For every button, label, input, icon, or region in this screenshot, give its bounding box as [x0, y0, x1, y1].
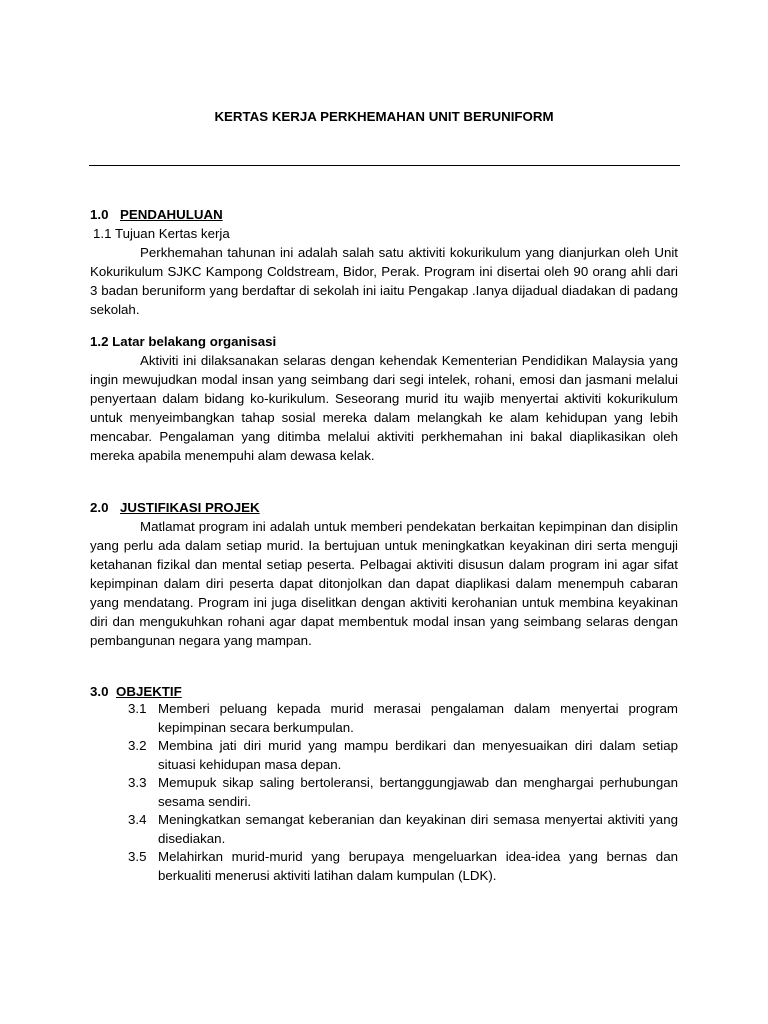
list-item	[128, 700, 678, 737]
list-item	[128, 774, 678, 811]
section-heading	[90, 498, 678, 517]
list-item	[128, 737, 678, 774]
objective-list	[128, 700, 678, 885]
title-divider	[89, 165, 680, 166]
subsection-paragraph: Perkhemahan tahunan ini adalah salah satu aktiviti kokurikulum yang dianjurkan oleh Unit Kokurikulum SJKC Kampong Coldstream, Bidor, Perak. Program ini disertai oleh 90 orang ahli dari 3 badan beruniform yang berdaftar di sekolah ini iaitu Pengakap .Ianya dijadual diadakan di padang sekolah.	[90, 245, 678, 317]
subsection-label: 1.2 Latar belakang organisasi	[90, 334, 277, 349]
subsection-paragraph: Aktiviti ini dilaksanakan selaras dengan kehendak Kementerian Pendidikan Malaysia yang ingin mewujudkan modal insan yang seimbang dari segi intelek, rohani, emosi dan jasmani melalui penyertaan dalam bidang ko-kurikulum. Seseorang murid itu wajib menyertai aktiviti kokurikulum untuk menyeimbangkan tahap sosial mereka dalam melangkah ke alam kehidupan yang lebih mencabar. Pengalaman yang ditimba melalui aktiviti perkhemahan ini bakal diaplikasikan oleh mereka apabila menempuhi alam dewasa kelak.	[90, 353, 678, 463]
list-item	[128, 811, 678, 848]
section-latar-belakang	[90, 332, 678, 465]
section-pendahuluan	[90, 205, 678, 319]
item-text: Membina jati diri murid yang mampu berdikari dan menyesuaikan diri dalam setiap situasi kehidupan masa depan.	[158, 738, 678, 772]
item-number: 3.4	[128, 812, 147, 827]
section-paragraph: Matlamat program ini adalah untuk memberi pendekatan berkaitan kepimpinan dan disiplin yang perlu ada dalam setiap murid. Ia bertujuan untuk meningkatkan keyakinan diri serta menguji ketahanan fizikal dan mental setiap peserta. Pelbagai aktiviti disusun dalam program ini agar sifat kepimpinan dalam diri peserta dapat ditonjolkan dan dapat diaplikasi dalam menempuh cabaran yang mendatang. Program ini juga diselitkan dengan aktiviti kerohanian untuk membina keyakinan diri dan mengukuhkan rohani agar dapat membentuk modal insan yang seimbang selaras dengan pembangunan negara yang mampan.	[90, 519, 678, 648]
section-number: 1.0	[90, 207, 109, 222]
subsection-label: 1.1 Tujuan Kertas kerja	[93, 226, 230, 241]
item-text: Meningkatkan semangat keberanian dan keyakinan diri semasa menyertai aktiviti yang disediakan.	[158, 812, 678, 846]
section-number: 2.0	[90, 500, 109, 515]
item-text: Memberi peluang kepada murid merasai pengalaman dalam menyertai program kepimpinan secara berkumpulan.	[158, 701, 678, 735]
item-text: Melahirkan murid-murid yang berupaya mengeluarkan idea-idea yang bernas dan berkualiti menerusi aktiviti latihan dalam kumpulan (LDK).	[158, 849, 678, 883]
section-title: JUSTIFIKASI PROJEK	[120, 500, 260, 515]
list-item	[128, 848, 678, 885]
section-objektif	[90, 682, 678, 701]
document-title: KERTAS KERJA PERKHEMAHAN UNIT BERUNIFORM	[214, 109, 554, 124]
item-number: 3.1	[128, 701, 147, 716]
section-heading	[90, 205, 678, 224]
section-heading	[90, 682, 678, 701]
item-text: Memupuk sikap saling bertoleransi, bertanggungjawab dan menghargai perhubungan sesama sendiri.	[158, 775, 678, 809]
section-title: PENDAHULUAN	[120, 207, 223, 222]
item-number: 3.2	[128, 738, 147, 753]
section-title: OBJEKTIF	[116, 684, 182, 699]
section-justifikasi	[90, 498, 678, 650]
item-number: 3.5	[128, 849, 147, 864]
item-number: 3.3	[128, 775, 147, 790]
section-number: 3.0	[90, 684, 109, 699]
